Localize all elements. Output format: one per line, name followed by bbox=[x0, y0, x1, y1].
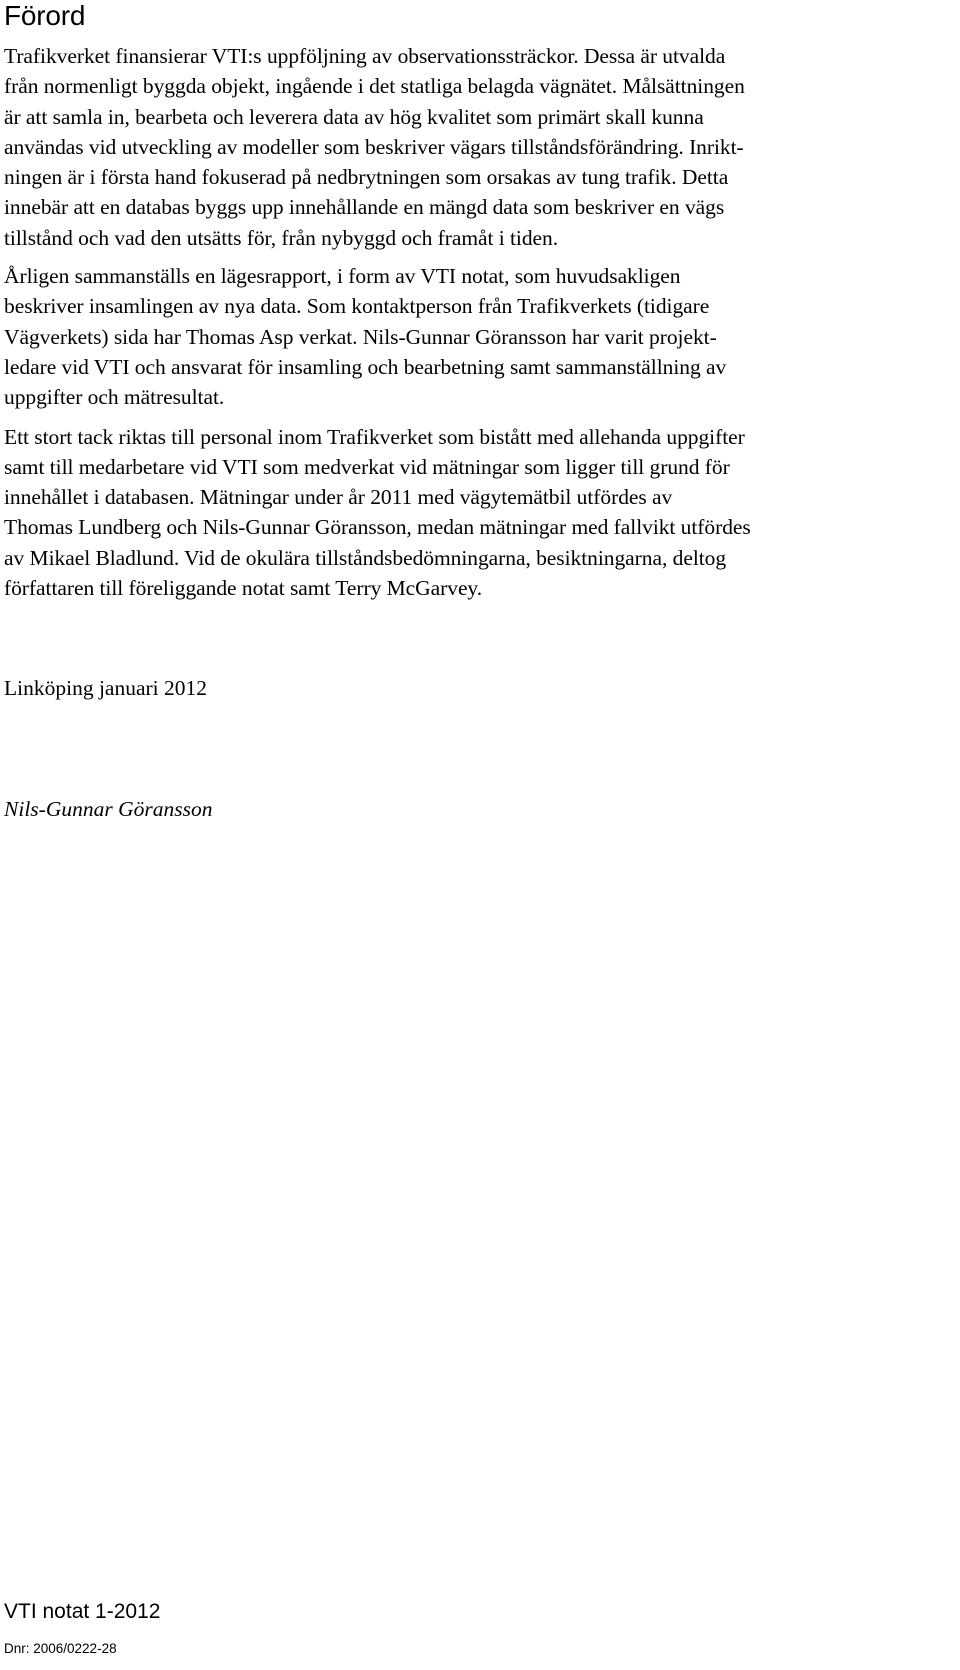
text-line: användas vid utveckling av modeller som beskriver vägars tillståndsförändring. Inrikt- bbox=[4, 134, 744, 159]
footer-diary-number: Dnr: 2006/0222-28 bbox=[4, 1641, 117, 1656]
page-title: Förord bbox=[4, 0, 86, 31]
text-line: från normenligt byggda objekt, ingående i det statliga belagda vägnätet. Målsättningen bbox=[4, 74, 745, 99]
text-line: Ett stort tack riktas till personal inom Trafikverket som bistått med allehanda uppgifter bbox=[4, 424, 745, 449]
text-line: Årligen sammanställs en lägesrapport, i form av VTI notat, som huvudsakligen bbox=[4, 264, 681, 289]
text-line: innebär att en databas byggs upp innehållande en mängd data som beskriver en vägs bbox=[4, 195, 725, 220]
text-line: Vägverkets) sida har Thomas Asp verkat. Nils-Gunnar Göransson har varit projekt- bbox=[4, 324, 717, 349]
author-signature: Nils-Gunnar Göransson bbox=[4, 797, 213, 821]
text-line: innehållet i databasen. Mätningar under år 2011 med vägytemätbil utfördes av bbox=[4, 485, 673, 510]
text-line: författaren till föreliggande notat samt Terry McGarvey. bbox=[4, 576, 483, 601]
place-and-date: Linköping januari 2012 bbox=[4, 676, 208, 700]
text-line: Thomas Lundberg och Nils-Gunnar Göransson, medan mätningar med fallvikt utfördes bbox=[4, 515, 751, 540]
text-line: samt till medarbetare vid VTI som medverkat vid mätningar som ligger till grund för bbox=[4, 454, 730, 479]
paragraph bbox=[4, 261, 954, 412]
text-line: uppgifter och mätresultat. bbox=[4, 385, 225, 410]
paragraph bbox=[4, 41, 954, 253]
text-line: ningen är i första hand fokuserad på nedbrytningen som orsakas av tung trafik. Detta bbox=[4, 165, 729, 190]
text-line: beskriver insamlingen av nya data. Som kontaktperson från Trafikverkets (tidigare bbox=[4, 294, 710, 319]
paragraph bbox=[4, 422, 954, 604]
text-line: ledare vid VTI och ansvarat för insamling och bearbetning samt sammanställning av bbox=[4, 354, 727, 379]
footer-report-id: VTI notat 1-2012 bbox=[4, 1600, 161, 1623]
text-line: Trafikverket finansierar VTI:s uppföljning av observationssträckor. Dessa är utvalda bbox=[4, 44, 726, 68]
text-line: tillstånd och vad den utsätts för, från nybyggd och framåt i tiden. bbox=[4, 225, 559, 250]
text-line: är att samla in, bearbeta och leverera data av hög kvalitet som primärt skall kunna bbox=[4, 104, 704, 129]
text-line: av Mikael Bladlund. Vid de okulära tillståndsbedömningarna, besiktningarna, deltog bbox=[4, 545, 727, 570]
preface-body bbox=[4, 41, 954, 603]
